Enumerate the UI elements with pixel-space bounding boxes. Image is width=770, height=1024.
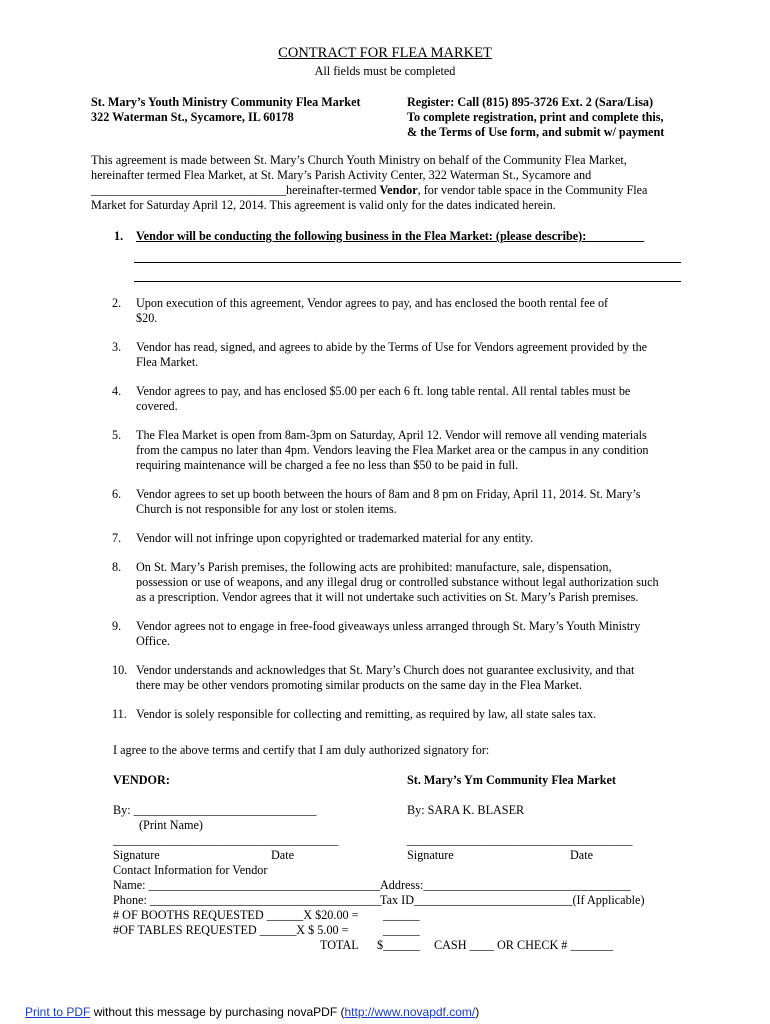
clause-item: [112, 707, 692, 722]
clause-number: 11.: [112, 707, 127, 721]
tables-amount-blank[interactable]: ______: [383, 923, 420, 937]
organizer-signature-line[interactable]: _____________________________________: [407, 833, 633, 847]
clause-item: [112, 619, 692, 649]
clause-line: Upon execution of this agreement, Vendor agrees to pay, and has enclosed the booth rental fee of: [136, 296, 609, 310]
clause-line: as a prescription. Vendor agrees that it will not undertake such activities on St. Mary’s Parish premises.: [136, 590, 639, 604]
total-label: TOTAL: [320, 938, 359, 952]
intro-line-2: hereinafter termed Flea Market, at St. Mary’s Parish Activity Center, 322 Waterman St., Sycamore and: [91, 168, 592, 182]
registration-instructions-1: To complete registration, print and complete this,: [407, 110, 664, 124]
clause-line: Office.: [136, 634, 170, 648]
clause-number: 2.: [112, 296, 122, 310]
clause-line: covered.: [136, 399, 178, 413]
clause-line: $20.: [136, 311, 158, 325]
organizer-date-label: Date: [570, 848, 594, 862]
clause-number: 5.: [112, 428, 122, 442]
intro-line-3: ________________________________hereinafter-termed Vendor, for vendor table space in the Community Flea: [91, 183, 648, 197]
clause-text: [136, 384, 692, 414]
intro-line-4: Market for Saturday April 12, 2014. This agreement is valid only for the dates indicated herein.: [91, 198, 556, 212]
organizer-signature-label: Signature: [407, 848, 454, 862]
certification-statement: I agree to the above terms and certify that I am duly authorized signatory for:: [113, 743, 490, 757]
document-subtitle: All fields must be completed: [314, 64, 456, 78]
clause-line: there may be other vendors promoting similar products on the same day in the Flea Market.: [136, 678, 583, 692]
business-description-line[interactable]: [134, 262, 681, 263]
clause-text: [136, 663, 692, 693]
clause-item: [112, 340, 692, 370]
clause-line: The Flea Market is open from 8am-3pm on Saturday, April 12. Vendor will remove all vending materials: [136, 428, 647, 442]
booths-requested-field[interactable]: # OF BOOTHS REQUESTED ______X $20.00 =: [113, 908, 359, 922]
clause-line: Flea Market.: [136, 355, 199, 369]
novapdf-link[interactable]: http://www.novapdf.com/: [344, 1005, 476, 1019]
clause-line: Vendor agrees not to engage in free-food giveaways unless arranged through St. Mary’s Youth Ministry: [136, 619, 641, 633]
clause-item: [112, 487, 692, 517]
clause-line: Vendor understands and acknowledges that St. Mary’s Church does not guarantee exclusivity, and that: [136, 663, 635, 677]
vendor-name-field[interactable]: Name: ______________________________________: [113, 878, 381, 892]
vendor-by-field[interactable]: By: ______________________________: [113, 803, 317, 817]
vendor-name-blank[interactable]: ________________________________: [91, 183, 286, 197]
organizer-street: 322 Waterman St., Sycamore, IL 60178: [91, 110, 294, 124]
print-name-label: (Print Name): [139, 818, 203, 832]
vendor-phone-field[interactable]: Phone: ______________________________________: [113, 893, 382, 907]
clause-line: possession or use of weapons, and any illegal drug or controlled substance without legal authorization such: [136, 575, 659, 589]
registration-phone: Register: Call (815) 895-3726 Ext. 2 (Sara/Lisa): [407, 95, 654, 109]
clause-number: 1.: [114, 229, 124, 243]
clause-line: Vendor agrees to set up booth between the hours of 8am and 8 pm on Friday, April 11, 2014. St. Mary’s: [136, 487, 641, 501]
tables-requested-field[interactable]: #OF TABLES REQUESTED ______X $ 5.00 =: [113, 923, 349, 937]
registration-instructions-2: & the Terms of Use form, and submit w/ payment: [407, 125, 665, 139]
business-description-line[interactable]: [134, 281, 681, 282]
clause-number: 3.: [112, 340, 122, 354]
clause-text: [136, 560, 692, 605]
clause-item: [112, 531, 692, 546]
clause-number: 9.: [112, 619, 122, 633]
clause-1: [114, 229, 644, 244]
clause-text: [136, 707, 692, 722]
print-to-pdf-link[interactable]: Print to PDF: [25, 1005, 91, 1019]
clause-text: Vendor will be conducting the following business in the Flea Market: (please describe):: [136, 229, 587, 243]
total-amount-blank[interactable]: $______: [377, 938, 420, 952]
clause-line: Vendor will not infringe upon copyrighted or trademarked material for any entity.: [136, 531, 534, 545]
vendor-taxid-field[interactable]: Tax ID__________________________(If Applicable): [380, 893, 645, 907]
contact-info-heading: Contact Information for Vendor: [113, 863, 268, 877]
clause-line: Vendor is solely responsible for collecting and remitting, as required by law, all state sales tax.: [136, 707, 597, 721]
organizer-address: [91, 95, 361, 125]
clause-number: 8.: [112, 560, 122, 574]
organizer-by-field: By: SARA K. BLASER: [407, 803, 525, 817]
clause-line: On St. Mary’s Parish premises, the following acts are prohibited: manufacture, sale, dispensation,: [136, 560, 612, 574]
clause-number: 6.: [112, 487, 122, 501]
clause-number: 4.: [112, 384, 122, 398]
vendor-signature-label: Signature: [113, 848, 160, 862]
registration-info: [407, 95, 664, 140]
vendor-date-label: Date: [271, 848, 295, 862]
vendor-heading: VENDOR:: [113, 773, 170, 787]
clause-line: requiring maintenance will be charged a fee no less than $50 to be paid in full.: [136, 458, 519, 472]
document-title: CONTRACT FOR FLEA MARKET: [278, 45, 492, 61]
organizer-name: St. Mary’s Youth Ministry Community Flea Market: [91, 95, 361, 109]
clause-item: [112, 296, 692, 326]
clause-text: [136, 531, 692, 546]
clause-text: [136, 487, 692, 517]
clause-text: [136, 296, 692, 326]
clause-number: 10.: [112, 663, 128, 677]
clause-item: [112, 560, 692, 605]
clause-text: [136, 619, 692, 649]
pdf-footer: Print to PDF without this message by purchasing novaPDF (http://www.novapdf.com/): [25, 1005, 480, 1019]
payment-method-field[interactable]: CASH ____ OR CHECK # _______: [434, 938, 614, 952]
agreement-intro: [91, 153, 681, 213]
clause-number: 7.: [112, 531, 122, 545]
clause-item: [112, 384, 692, 414]
organizer-heading: St. Mary’s Ym Community Flea Market: [407, 773, 616, 787]
booths-amount-blank[interactable]: ______: [383, 908, 420, 922]
vendor-signature-line[interactable]: _____________________________________: [113, 833, 339, 847]
clause-line: Church is not responsible for any lost or stolen items.: [136, 502, 397, 516]
clause-line: from the campus no later than 4pm. Vendors leaving the Flea Market area or the campus in any condition: [136, 443, 649, 457]
intro-line-1: This agreement is made between St. Mary’s Church Youth Ministry on behalf of the Community Flea Market,: [91, 153, 627, 167]
clause-line: Vendor has read, signed, and agrees to abide by the Terms of Use for Vendors agreement provided by the: [136, 340, 648, 354]
clause-list: [112, 296, 692, 736]
clause-text: [136, 428, 692, 473]
clause-line: Vendor agrees to pay, and has enclosed $5.00 per each 6 ft. long table rental. All rental tables must be: [136, 384, 631, 398]
clause-item: [112, 428, 692, 473]
clause-item: [112, 663, 692, 693]
vendor-address-field[interactable]: Address:__________________________________: [380, 878, 631, 892]
clause-text: [136, 340, 692, 370]
